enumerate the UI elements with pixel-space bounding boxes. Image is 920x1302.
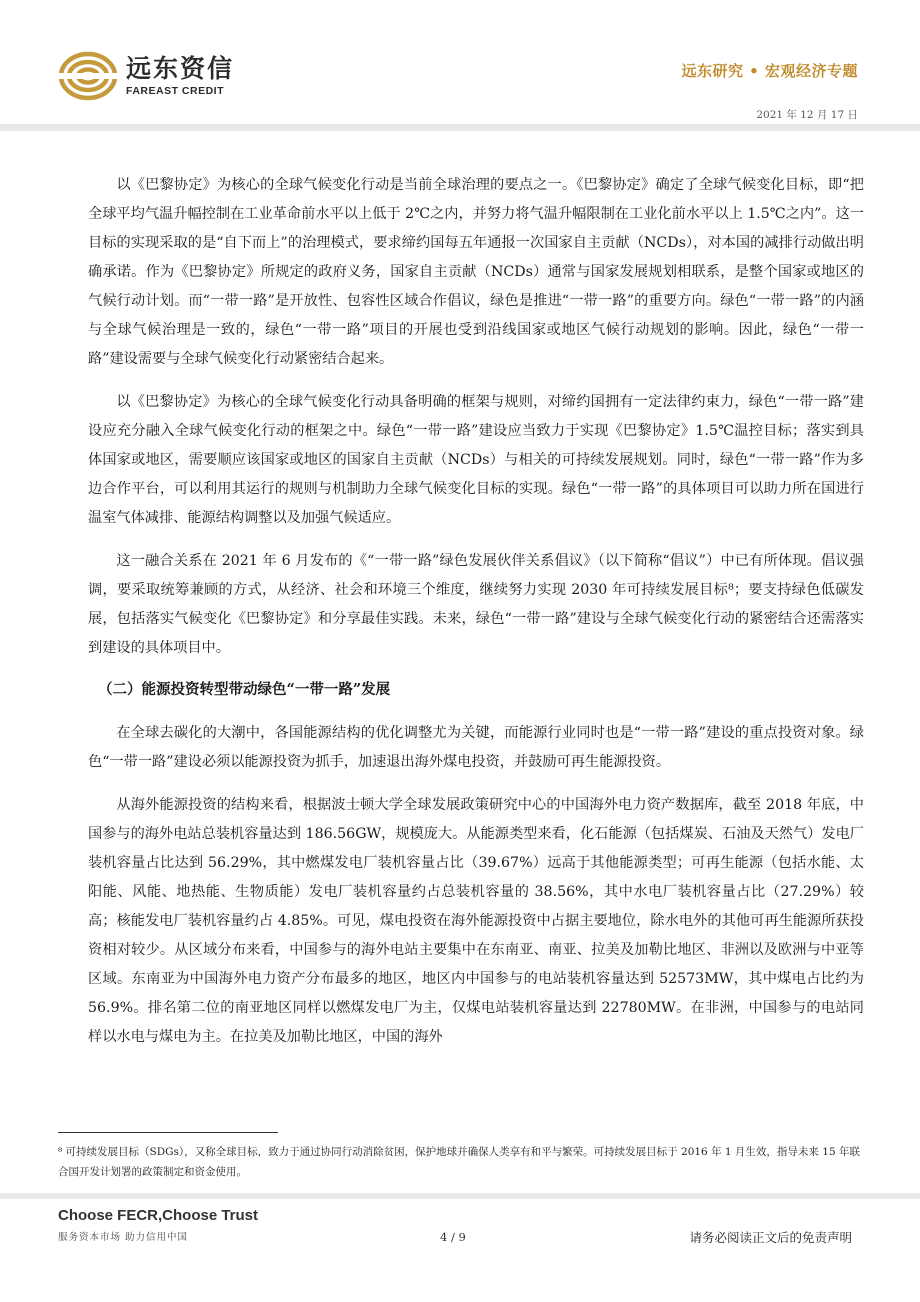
body-paragraph: 以《巴黎协定》为核心的全球气候变化行动是当前全球治理的要点之一。《巴黎协定》确定了全球气候变化目标，即“把全球平均气温升幅控制在工业革命前水平以上低于 2℃之内，并努力将气温升幅限制在工业化前水平以上 1.5℃之内”。这一目标的实现采取的是“自下而上”的治理模式，要求缔约国每五年通报一次国家自主贡献（NCDs），对本国的减排行动做出明确承诺。作为《巴黎协定》所规定的政府义务，国家自主贡献（NCDs）通常与国家发展规划相联系，是整个国家或地区的气候行动计划。而“一带一路”是开放性、包容性区域合作倡议，绿色是推进“一带一路”的重要方向。绿色“一带一路”的内涵与全球气候治理是一致的，绿色“一带一路”项目的开展也受到沿线国家或地区气候行动规划的影响。因此，绿色“一带一路”建设需要与全球气候变化行动紧密结合起来。 [88, 177, 864, 367]
body-paragraph: 在全球去碳化的大潮中，各国能源结构的优化调整尤为关键，而能源行业同时也是“一带一路”建设的重点投资对象。绿色“一带一路”建设必须以能源投资为抓手，加速退出海外煤电投资，并鼓励可再生能源投资。 [88, 725, 864, 770]
logo-name-en: FAREAST CREDIT [126, 85, 225, 97]
body-paragraph: 从海外能源投资的结构来看，根据波士顿大学全球发展政策研究中心的中国海外电力资产数据库，截至 2018 年底，中国参与的海外电站总装机容量达到 186.56GW，规模庞大。从能源类型来看，化石能源（包括煤炭、石油及天然气）发电厂装机容量占比达到 56.29%，其中燃煤发电厂装机容量占比（39.67%）远高于其他能源类型；可再生能源（包括水能、太阳能、风能、地热能、生物质能）发电厂装机容量约占总装机容量的 38.56%，其中水电厂装机容量占比（27.29%）较高；核能发电厂装机容量约占 4.85%。可见，煤电投资在海外能源投资中占据主要地位，除水电外的其他可再生能源所获投资相对较少。从区域分布来看，中国参与的海外电站主要集中在东南亚、南亚、拉美及加勒比地区、非洲以及欧洲与中亚等区域。东南亚为中国海外电力资产分布最多的地区，地区内中国参与的电站装机容量达到 52573MW，其中煤电占比约为 56.9%。排名第二位的南亚地区同样以燃煤发电厂为主，仅煤电站装机容量达到 22780MW。在非洲，中国参与的电站同样以水电与煤电为主。在拉美及加勒比地区，中国的海外 [88, 797, 864, 1045]
footnote: ⁸ 可持续发展目标（SDGs），又称全球目标，致力于通过协同行动消除贫困，保护地球并确保人类享有和平与繁荣。可持续发展目标于 2016 年 1 月生效，指导未来 15 年联合国开发计划署的政策制定和资金使用。 [58, 1146, 860, 1178]
section-heading: （二）能源投资转型带动绿色“一带一路”发展 [98, 681, 391, 698]
series-title: 远东研究 • 宏观经济专题 [681, 62, 858, 80]
logo-mark-icon [58, 50, 118, 102]
disclaimer-link[interactable]: 请务必阅读正文后的免责声明 [689, 1230, 852, 1245]
footer-slogan-en: Choose FECR,Choose Trust [58, 1207, 259, 1224]
footnote-divider [58, 1132, 278, 1133]
footer-divider [0, 1193, 920, 1199]
body-paragraph: 这一融合关系在 2021 年 6 月发布的《“一带一路”绿色发展伙伴关系倡议》（以下简称“倡议”）中已有所体现。倡议强调，要采取统筹兼顾的方式，从经济、社会和环境三个维度，继续努力实现 2030 年可持续发展目标⁸；要支持绿色低碳发展，包括落实气候变化《巴黎协定》和分享最佳实践。未来，绿色“一带一路”建设与全球气候变化行动的紧密结合还需落实到建设的具体项目中。 [88, 553, 864, 656]
header-divider [0, 124, 920, 131]
report-date: 2021 年 12 月 17 日 [756, 109, 858, 121]
document-body [88, 171, 864, 1066]
logo-name-cn: 远东资信 [126, 54, 235, 83]
footer-slogan-cn: 服务资本市场 助力信用中国 [58, 1232, 189, 1243]
body-paragraph: 以《巴黎协定》为核心的全球气候变化行动具备明确的框架与规则，对缔约国拥有一定法律约束力，绿色“一带一路”建设应充分融入全球气候变化行动的框架之中。绿色“一带一路”建设应当致力于实现《巴黎协定》1.5℃温控目标；落实到具体国家或地区，需要顺应该国家或地区的国家自主贡献（NCDs）与相关的可持续发展规划。同时，绿色“一带一路”作为多边合作平台，可以利用其运行的规则与机制助力全球气候变化目标的实现。绿色“一带一路”的具体项目可以助力所在国进行温室气体减排、能源结构调整以及加强气候适应。 [88, 394, 864, 526]
company-logo [58, 50, 234, 102]
page-number: 4 / 9 [440, 1230, 466, 1244]
